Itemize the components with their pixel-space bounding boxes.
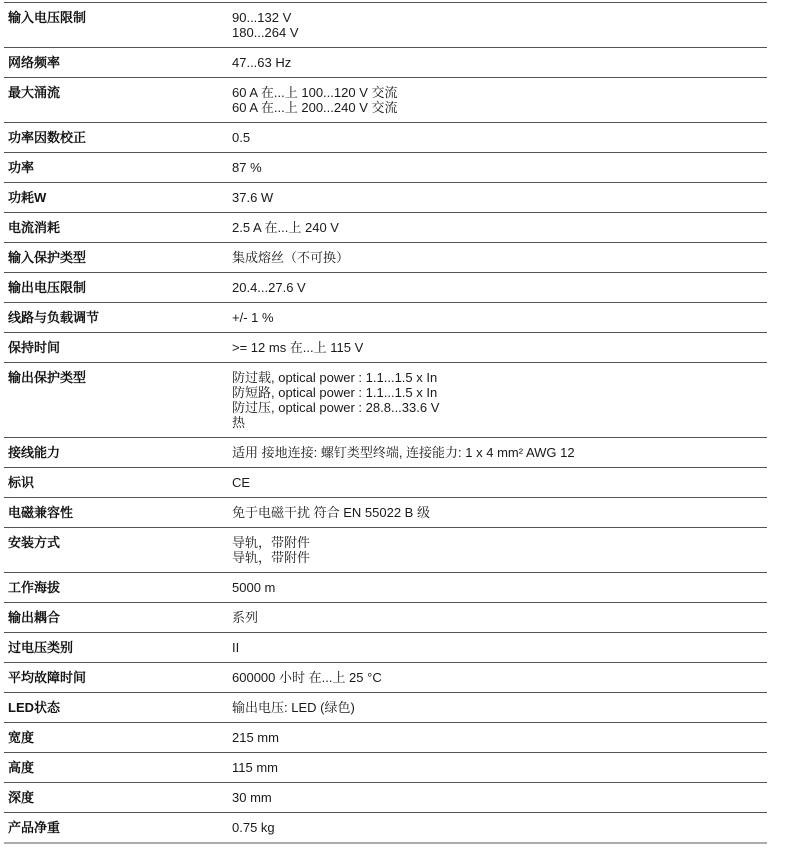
- spec-value-line: 0.75 kg: [232, 820, 275, 835]
- spec-value-line: 5000 m: [232, 580, 276, 595]
- spec-value-line: 防过压, optical power : 28.8...33.6 V: [232, 400, 440, 415]
- table-row: [4, 782, 767, 812]
- table-row: [4, 152, 767, 182]
- spec-value-line: 90...132 V: [232, 10, 292, 25]
- table-row: [4, 572, 767, 602]
- spec-value-line: >= 12 ms 在...上 115 V: [232, 340, 364, 355]
- spec-value: [232, 670, 767, 685]
- spec-value-line: +/- 1 %: [232, 310, 274, 325]
- spec-value-line: 87 %: [232, 160, 262, 175]
- spec-value: [232, 580, 767, 595]
- spec-value: [232, 760, 767, 775]
- spec-value: [232, 55, 767, 70]
- spec-label: 过电压类别: [8, 640, 74, 655]
- spec-label: 功率: [8, 160, 35, 175]
- spec-value-line: 600000 小时 在...上 25 °C: [232, 670, 382, 685]
- table-row: [4, 602, 767, 632]
- spec-table: [4, 2, 767, 844]
- spec-value: [232, 85, 767, 115]
- spec-value-line: 37.6 W: [232, 190, 274, 205]
- spec-value: [232, 220, 767, 235]
- spec-value: [232, 340, 767, 355]
- spec-label: 标识: [8, 475, 35, 490]
- spec-value-line: 防短路, optical power : 1.1...1.5 x In: [232, 385, 438, 400]
- table-row: [4, 182, 767, 212]
- table-row: [4, 302, 767, 332]
- spec-value-line: 免于电磁干扰 符合 EN 55022 B 级: [232, 505, 430, 520]
- spec-label: 最大涌流: [8, 85, 61, 100]
- spec-value: [232, 130, 767, 145]
- spec-value-line: 215 mm: [232, 730, 279, 745]
- spec-value: [232, 640, 767, 655]
- table-row: [4, 662, 767, 692]
- spec-label: 输入电压限制: [8, 10, 87, 25]
- spec-label: 输出耦合: [8, 610, 61, 625]
- spec-value-line: 集成熔丝（不可换）: [232, 250, 350, 265]
- table-row: [4, 467, 767, 497]
- spec-value: [232, 310, 767, 325]
- table-row: [4, 272, 767, 302]
- spec-value: [232, 610, 767, 625]
- spec-label: 输出电压限制: [8, 280, 87, 295]
- spec-value: [232, 820, 767, 835]
- spec-label: 网络频率: [8, 55, 61, 70]
- spec-value: [232, 535, 767, 565]
- spec-value-line: II: [232, 640, 240, 655]
- table-row: [4, 77, 767, 122]
- spec-value-line: 适用 接地连接: 螺钉类型终端, 连接能力: 1 x 4 mm² AWG 12: [232, 445, 575, 460]
- spec-value: [232, 445, 767, 460]
- spec-value: [232, 505, 767, 520]
- spec-value-line: 60 A 在...上 100...120 V 交流: [232, 85, 398, 100]
- spec-label: 宽度: [8, 730, 35, 745]
- spec-value-line: 115 mm: [232, 760, 278, 775]
- spec-value: [232, 280, 767, 295]
- spec-value-line: 60 A 在...上 200...240 V 交流: [232, 100, 398, 115]
- spec-value-line: 180...264 V: [232, 25, 299, 40]
- spec-label: 电磁兼容性: [8, 505, 74, 520]
- spec-value-line: 热: [232, 415, 246, 430]
- spec-label: 线路与负载调节: [8, 310, 100, 325]
- table-row: [4, 332, 767, 362]
- spec-label: 平均故障时间: [8, 670, 87, 685]
- spec-value: [232, 250, 767, 265]
- table-row: [4, 122, 767, 152]
- spec-label: 高度: [8, 760, 35, 775]
- spec-value-line: 20.4...27.6 V: [232, 280, 306, 295]
- spec-value-line: CE: [232, 475, 251, 490]
- table-row: [4, 437, 767, 467]
- spec-value: [232, 475, 767, 490]
- spec-value-line: 0.5: [232, 130, 251, 145]
- spec-value: [232, 730, 767, 745]
- spec-label: 功耗W: [8, 190, 47, 205]
- spec-value: [232, 160, 767, 175]
- table-row: [4, 527, 767, 572]
- spec-value: [232, 10, 767, 40]
- spec-label: 功率因数校正: [8, 130, 87, 145]
- table-row: [4, 812, 767, 842]
- table-row: [4, 212, 767, 242]
- spec-label: 输出保护类型: [8, 370, 87, 385]
- spec-label: 安装方式: [8, 535, 61, 550]
- spec-label: 输入保护类型: [8, 250, 87, 265]
- spec-value-line: 系列: [232, 610, 259, 625]
- spec-label: 接线能力: [8, 445, 61, 460]
- spec-value-line: 防过载, optical power : 1.1...1.5 x In: [232, 370, 438, 385]
- table-row: [4, 242, 767, 272]
- spec-label: LED状态: [8, 700, 61, 715]
- spec-value-line: 2.5 A 在...上 240 V: [232, 220, 339, 235]
- spec-value-line: 导轨，带附件: [232, 535, 311, 550]
- spec-value-line: 输出电压: LED (绿色): [232, 700, 355, 715]
- spec-value-line: 47...63 Hz: [232, 55, 292, 70]
- table-row: [4, 47, 767, 77]
- spec-label: 工作海拔: [8, 580, 61, 595]
- spec-value: [232, 700, 767, 715]
- spec-value: [232, 190, 767, 205]
- spec-value: [232, 790, 767, 805]
- spec-value-line: 30 mm: [232, 790, 272, 805]
- table-row: [4, 362, 767, 437]
- spec-value-line: 导轨，带附件: [232, 550, 311, 565]
- table-row: [4, 2, 767, 47]
- table-row: [4, 632, 767, 662]
- spec-label: 产品净重: [8, 820, 61, 835]
- spec-label: 深度: [8, 790, 35, 805]
- table-row: [4, 752, 767, 782]
- table-row: [4, 497, 767, 527]
- table-row: [4, 692, 767, 722]
- table-row: [4, 722, 767, 752]
- spec-label: 电流消耗: [8, 220, 61, 235]
- spec-value: [232, 370, 767, 430]
- spec-label: 保持时间: [8, 340, 61, 355]
